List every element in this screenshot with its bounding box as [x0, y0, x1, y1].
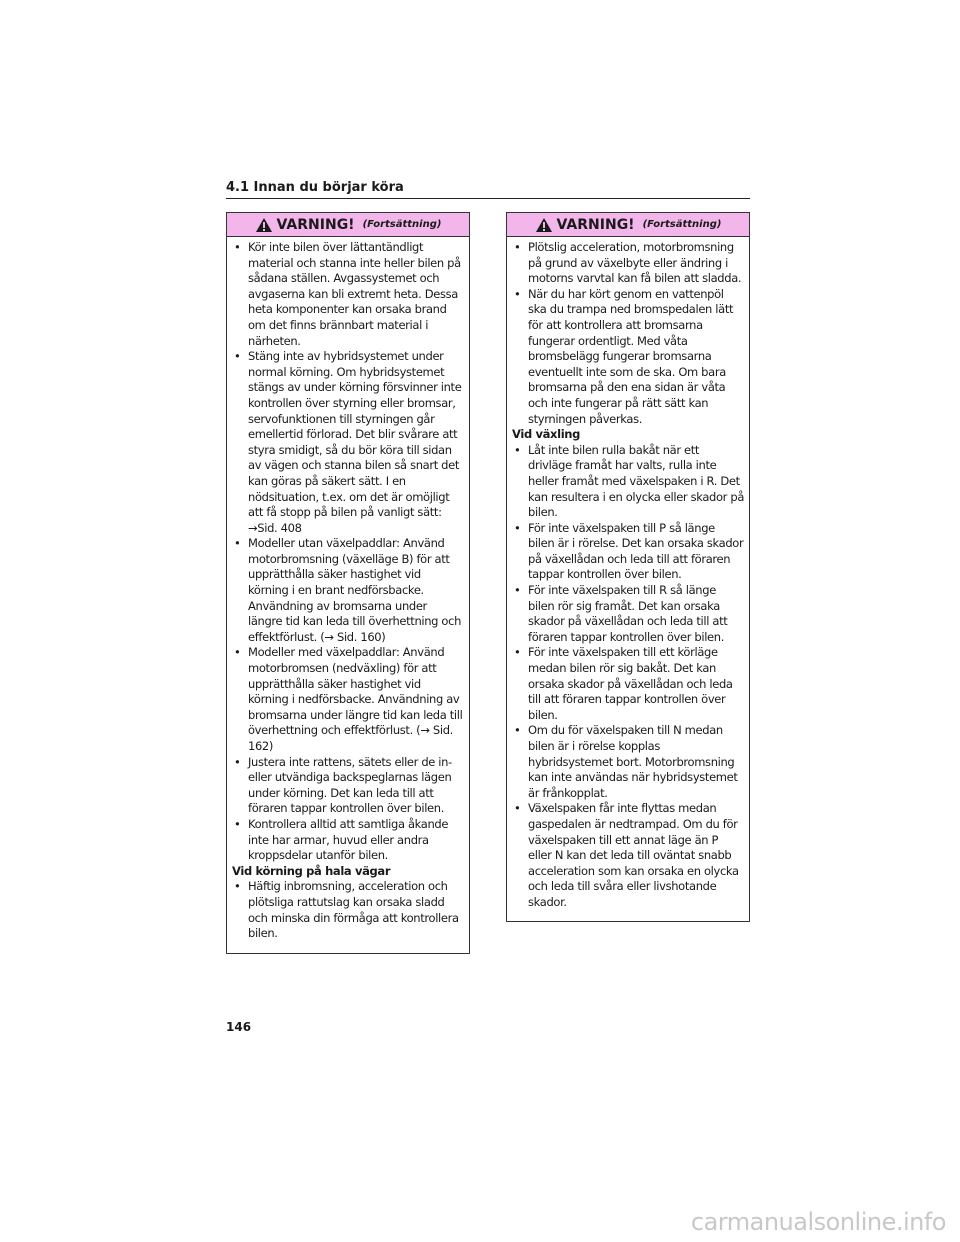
list-item: • Modeller med växelpaddlar: Använd motorbromsen (nedväxling) för att upprätthålla säker hastighet vid körning i nedförsbacke. Användning av bromsarna under längre tid kan leda till överhettning och effektförlust. (→ Sid. 162)	[232, 645, 464, 754]
list-item: • Justera inte rattens, sätets eller de in- eller utvändiga backspeglarnas lägen under körning. Det kan leda till att föraren tappar kontrollen över bilen.	[232, 755, 464, 817]
warning-triangle-icon	[535, 217, 553, 233]
warning-subtitle: (Fortsättning)	[642, 219, 722, 230]
warning-header	[507, 213, 749, 237]
list-item: • Plötslig acceleration, motorbromsning på grund av växelbyte eller ändring i motorns varvtal kan få bilen att sladda.	[512, 240, 744, 287]
list-item: • För inte växelspaken till R så länge bilen rör sig framåt. Det kan orsaka skador på växellådan och leda till att föraren tappar kontrollen över bilen.	[512, 583, 744, 645]
warning-triangle-icon	[255, 217, 273, 233]
subheading: Vid körning på hala vägar	[232, 863, 391, 878]
warning-box-left	[226, 212, 470, 954]
list-item: • Växelspaken får inte flyttas medan gaspedalen är nedtrampad. Om du för växelspaken till ett annat läge än P eller N kan det leda till oväntat snabb acceleration som kan orsaka en olycka och leda till svåra eller livshotande skador.	[512, 801, 744, 910]
page-number: 146	[226, 1020, 252, 1034]
warning-title: VARNING!	[276, 216, 355, 233]
list-item: • När du har kört genom en vattenpöl ska du trampa ned bromspedalen lätt för att kontrollera att bromsarna fungerar ordentligt. Med våta bromsbelägg fungerar bromsarna eventuellt inte som de ska. Om bara bromsarna på den ena sidan är våta och inte fungerar på rätt sätt kan styrningen påverkas.	[512, 287, 744, 427]
list-item: • För inte växelspaken till P så länge bilen är i rörelse. Det kan orsaka skador på växellådan och leda till att föraren tappar kontrollen över bilen.	[512, 521, 744, 583]
list-item: • Kontrollera alltid att samtliga åkande inte har armar, huvud eller andra kroppsdelar utanför bilen.	[232, 817, 464, 864]
section-header: 4.1 Innan du börjar köra	[226, 180, 750, 199]
list-item: • Modeller utan växelpaddlar: Använd motorbromsning (växelläge B) för att upprätthålla säker hastighet vid körning i en brant nedförsbacke. Användning av bromsarna under längre tid kan leda till överhettning och effektförlust. (→ Sid. 160)	[232, 536, 464, 645]
list-item: • Låt inte bilen rulla bakåt när ett drivläge framåt har valts, rulla inte heller framåt med växelspaken i R. Det kan resultera i en olycka eller skador på bilen.	[512, 443, 744, 521]
watermark: carmanualsonline.info	[690, 1208, 946, 1236]
warning-box-right	[506, 212, 750, 922]
list-item: • Kör inte bilen över lättantändligt material och stanna inte heller bilen på sådana ställen. Avgassystemet och avgaserna kan bli extremt heta. Dessa heta komponenter kan orsaka brand om det finns brännbart material i närheten.	[232, 240, 464, 349]
warning-header	[227, 213, 469, 237]
list-item: • Om du för växelspaken till N medan bilen är i rörelse kopplas hybridsystemet bort. Motorbromsning kan inte användas när hybridsystemet är frånkopplat.	[512, 723, 744, 801]
list-item: • För inte växelspaken till ett körläge medan bilen rör sig bakåt. Det kan orsaka skador på växellådan och leda till att föraren tappar kontrollen över bilen.	[512, 645, 744, 723]
warning-title: VARNING!	[556, 216, 635, 233]
list-item: • Stäng inte av hybridsystemet under normal körning. Om hybridsystemet stängs av under körning försvinner inte kontrollen över styrning eller bromsar, servofunktionen till styrningen går emellertid förlorad. Det blir svårare att styra smidigt, så du bör köra till sidan av vägen och stanna bilen så snart det kan göras på säkert sätt. I en nödsituation, t.ex. om det är omöjligt att få stopp på bilen på vanligt sätt: →Sid. 408	[232, 349, 464, 536]
list-item: • Häftig inbromsning, acceleration och plötsliga rattutslag kan orsaka sladd och minska din förmåga att kontrollera bilen.	[232, 879, 464, 941]
subheading: Vid växling	[512, 427, 581, 442]
warning-subtitle: (Fortsättning)	[362, 219, 442, 230]
